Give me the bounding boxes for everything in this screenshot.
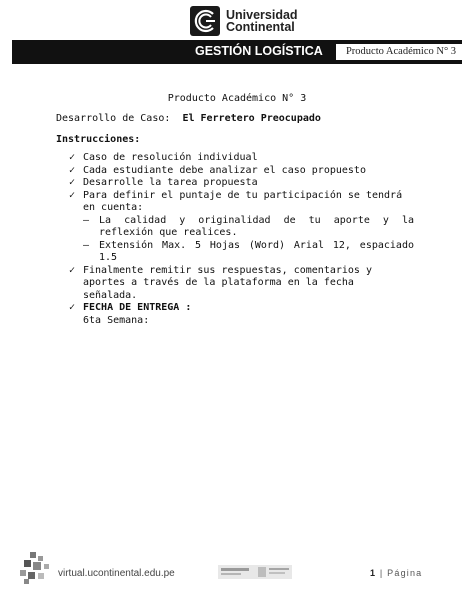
case-name: El Ferretero Preocupado (182, 113, 321, 124)
case-label: Desarrollo de Caso: (56, 113, 171, 124)
list-item: ✓ Finalmente remitir sus respuestas, comentarios y aportes a través de la plataforma en la fecha señalada. (69, 264, 372, 301)
list-item: ✓ Para definir el puntaje de tu participación se tendrá en cuenta: (69, 189, 403, 213)
page-number: 1 | Página (370, 568, 423, 578)
university-logo (190, 6, 298, 36)
list-item: ✓ Desarrolle la tarea propuesta (69, 177, 258, 188)
course-title: GESTIÓN LOGÍSTICA (195, 44, 323, 58)
due-date-value: 6ta Semana: (83, 314, 150, 326)
dash-icon: – (83, 214, 90, 226)
list-item: ✓ Caso de resolución individual (69, 152, 258, 163)
logo-line-2: Continental (226, 20, 295, 34)
footer-website: virtual.ucontinental.edu.pe (58, 568, 175, 579)
check-icon: ✓ (69, 164, 76, 176)
instructions-list (69, 152, 414, 327)
dash-icon: – (83, 239, 90, 251)
list-item: ✓ FECHA DE ENTREGA : (69, 302, 192, 313)
check-icon: ✓ (69, 152, 76, 163)
sub-item: – Extensión Max. 5 Hojas (Word) Arial 12, espaciado 1.5 (83, 239, 414, 263)
sub-item: – La calidad y originalidad de tu aporte y la reflexión que realices. (83, 214, 414, 238)
list-item: ✓ Cada estudiante debe analizar el caso propuesto (69, 164, 366, 176)
case-line (56, 113, 321, 124)
document-title: Producto Académico N° 3 (167, 93, 307, 104)
course-banner (12, 40, 462, 64)
check-icon: ✓ (69, 189, 76, 201)
logo-line-1: Universidad (226, 8, 298, 22)
check-icon: ✓ (69, 264, 76, 276)
check-icon: ✓ (69, 177, 76, 188)
instructions-heading: Instrucciones: (56, 134, 141, 145)
logo-emblem-icon (190, 6, 220, 36)
virtual-campus-icon (20, 552, 54, 584)
accreditation-seal (218, 563, 292, 581)
banner-product-label: Producto Académico N° 3 (336, 44, 466, 60)
check-icon: ✓ (69, 302, 76, 313)
